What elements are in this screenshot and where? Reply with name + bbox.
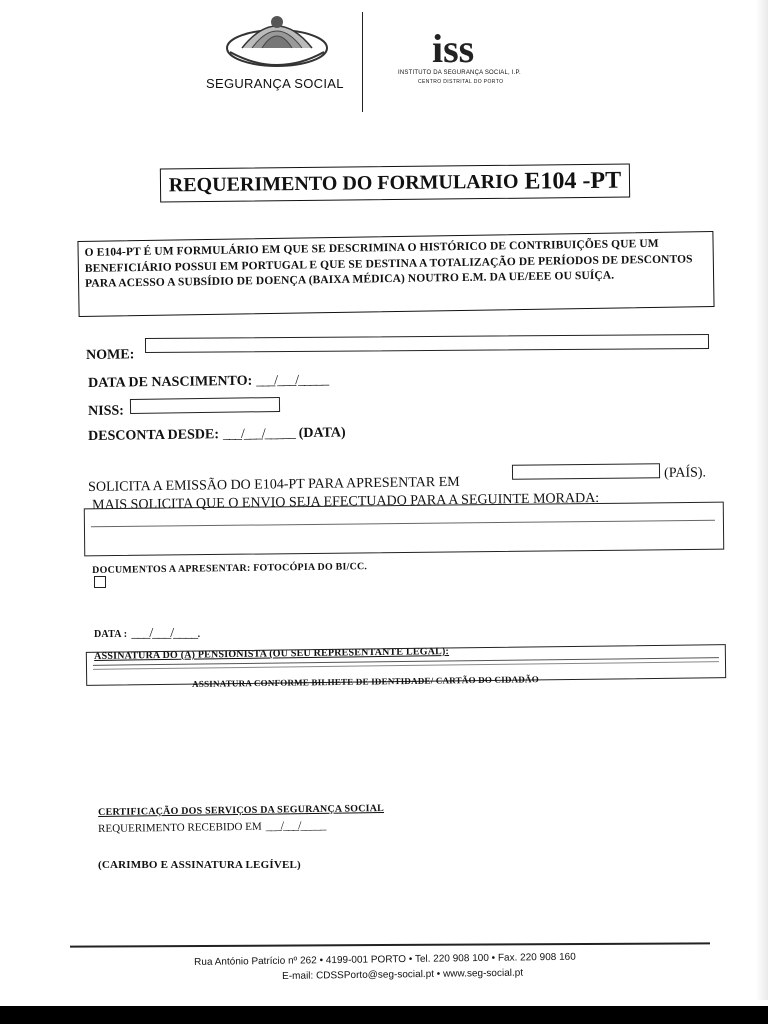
certification-title: CERTIFICAÇÃO DOS SERVIÇOS DA SEGURANÇA SOCIAL	[98, 803, 385, 818]
stamp-row	[98, 855, 301, 873]
form-title	[160, 164, 630, 203]
morada-request-text: MAIS SOLICITA QUE O ENVIO SEJA EFECTUADO PARA A SEGUINTE MORADA:	[92, 490, 600, 513]
footer-contact-row	[282, 963, 523, 984]
nascimento-row	[88, 371, 328, 392]
footer-address: Rua António Patrício nº 262 • 4199-001 PORTO • Tel. 220 908 100 • Fax. 220 908 160	[194, 951, 576, 968]
form-title-code: E104 -PT	[524, 167, 622, 195]
scan-bottom-edge	[0, 1000, 768, 1024]
scan-edge-shadow	[756, 0, 768, 1000]
nascimento-date-blank[interactable]: ___/___/_____	[256, 372, 329, 389]
stamp-label: (CARIMBO E ASSINATURA LEGÍVEL)	[98, 859, 301, 871]
desconta-date-blank[interactable]: ___/___/_____	[222, 426, 295, 443]
pais-label: (PAÍS).	[664, 465, 707, 481]
assinatura-label: ASSINATURA DO (A) PENSIONISTA (OU SEU REPRESENTANTE LEGAL):	[94, 646, 450, 662]
nome-input[interactable]	[145, 334, 709, 353]
iss-district-center: CENTRO DISTRITAL DO PORTO	[418, 79, 504, 85]
received-label: REQUERIMENTO RECEBIDO EM	[98, 820, 262, 835]
assinatura-note: ASSINATURA CONFORME BILHETE DE IDENTIDADE/ CARTÃO DO CIDADÃO	[192, 674, 539, 689]
intro-box: O E104-PT É UM FORMULÁRIO EM QUE SE DESCRIMINA O HISTÓRICO DE CONTRIBUIÇÕES QUE UM BENEFICIÁRIO POSSUI EM PORTUGAL E QUE SE DESTINA A TOTALIZAÇÃO DE PERÍODOS DE DESCONTOS PARA ACESSO A SUBSÍDIO DE DOENÇA (BAIXA MÉDICA) NOUTRO E.M. DA UE/EEE OU SUÍÇA.	[77, 231, 714, 317]
documents-row	[92, 556, 367, 578]
niss-input[interactable]	[130, 397, 280, 414]
form-title-main: REQUERIMENTO DO FORMULARIO	[168, 170, 519, 196]
niss-row	[88, 402, 124, 420]
footer-divider	[70, 942, 710, 947]
desconta-row	[88, 423, 346, 445]
desconta-date-hint: (DATA)	[298, 425, 346, 442]
nascimento-label: DATA DE NASCIMENTO:	[88, 373, 253, 391]
header-divider	[362, 12, 363, 112]
seguranca-social-logo-text: SEGURANÇA SOCIAL	[206, 76, 344, 91]
data-date-blank[interactable]: ___/___/____.	[131, 626, 200, 641]
seguranca-social-emblem-icon	[222, 8, 332, 74]
niss-label: NISS:	[88, 403, 125, 419]
iss-logo-icon	[430, 20, 490, 70]
nome-row	[86, 345, 134, 364]
received-row	[98, 816, 325, 837]
bicc-checkbox[interactable]	[94, 576, 106, 588]
data-row	[94, 624, 200, 642]
morada-input[interactable]	[84, 502, 724, 557]
request-text: SOLICITA A EMISSÃO DO E104-PT PARA APRESENTAR EM	[88, 474, 460, 495]
pais-input[interactable]	[512, 463, 660, 480]
svg-text:iss: iss	[432, 26, 475, 70]
desconta-label: DESCONTA DESDE:	[88, 427, 220, 444]
footer-contact: E-mail: CDSSPorto@seg-social.pt • www.seg-social.pt	[282, 967, 524, 982]
iss-institute-name: INSTITUTO DA SEGURANÇA SOCIAL, I.P.	[398, 70, 521, 76]
assinatura-note-row	[192, 669, 539, 692]
nome-label: NOME:	[86, 347, 135, 363]
documents-label: DOCUMENTOS A APRESENTAR: FOTOCÓPIA DO BI/CC.	[92, 561, 368, 576]
data-label: DATA :	[94, 629, 128, 640]
pais-suffix-row	[664, 463, 706, 482]
received-date-blank[interactable]: ___/___/_____	[265, 817, 326, 833]
